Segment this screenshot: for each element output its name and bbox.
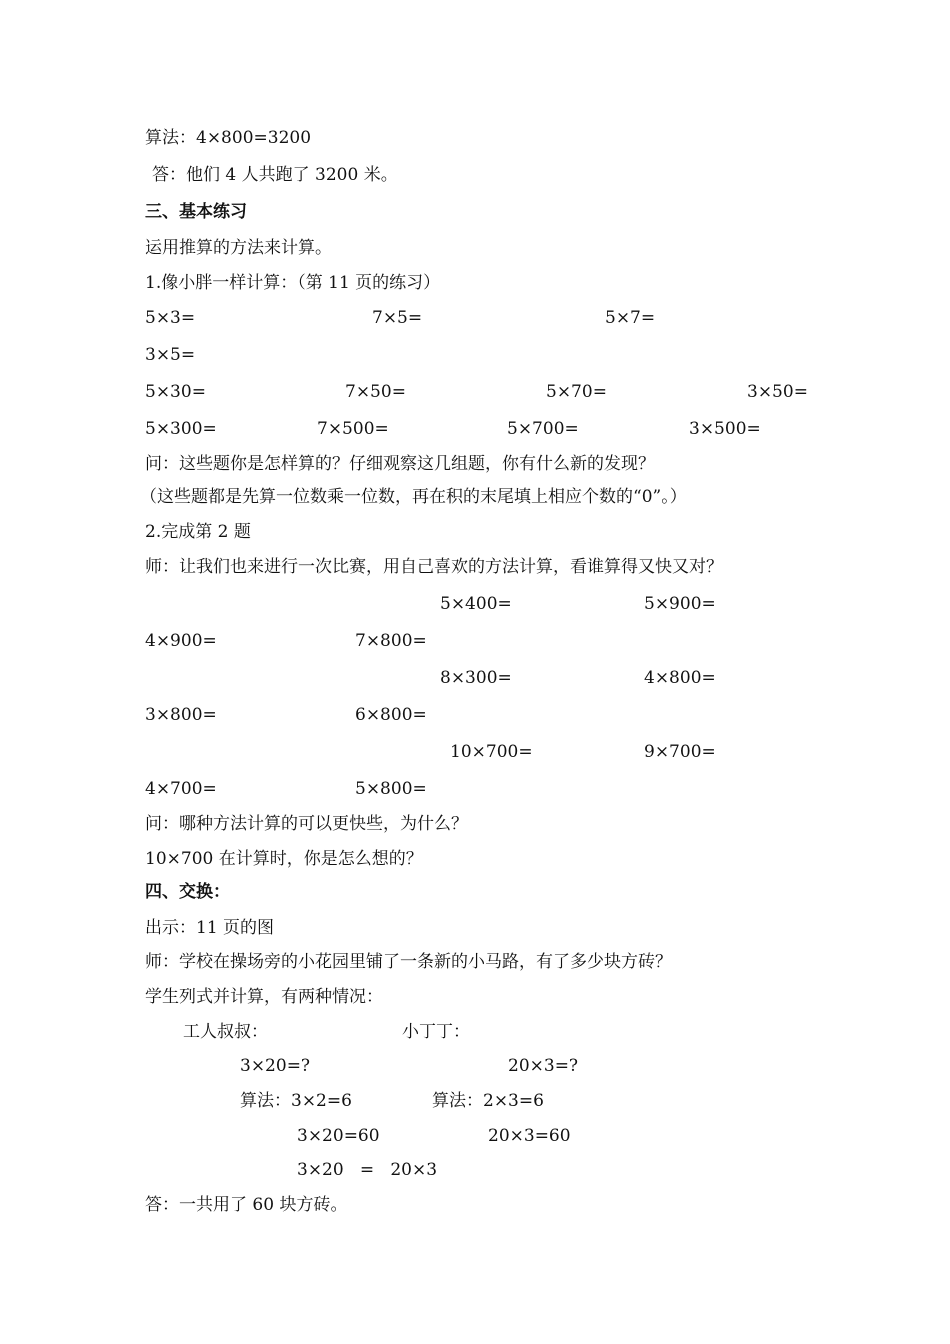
calc-item: 9×700= bbox=[644, 742, 716, 762]
worker-label: 工人叔叔： bbox=[183, 1022, 268, 1042]
calc-item: 7×800= bbox=[355, 631, 427, 651]
calc-item: 5×800= bbox=[355, 779, 427, 799]
question-line: 问：这些题你是怎样算的？仔细观察这几组题，你有什么新的发现？ bbox=[145, 454, 655, 474]
teacher-line: 师：让我们也来进行一次比赛，用自己喜欢的方法计算，看谁算得又快又对？ bbox=[145, 557, 723, 577]
worker-algorithm: 算法：3×2=6 bbox=[240, 1091, 352, 1111]
calc-item: 5×400= bbox=[440, 594, 512, 614]
exercise1-title: 1.像小胖一样计算：（第 11 页的练习） bbox=[145, 273, 441, 293]
worker-result: 3×20=60 bbox=[297, 1126, 380, 1146]
note-line: （这些题都是先算一位数乘一位数，再在积的末尾填上相应个数的“0”。） bbox=[140, 487, 687, 507]
calc-item: 5×70= bbox=[546, 382, 607, 402]
calc-item: 10×700= bbox=[450, 742, 533, 762]
teacher-line-2: 师：学校在操场旁的小花园里铺了一条新的小马路，有了多少块方砖？ bbox=[145, 952, 672, 972]
calc-item: 5×900= bbox=[644, 594, 716, 614]
calc-item: 5×30= bbox=[145, 382, 206, 402]
algo-line: 算法：4×800=3200 bbox=[145, 128, 312, 148]
students-line: 学生列式并计算，有两种情况： bbox=[145, 987, 383, 1007]
calc-item: 7×50= bbox=[345, 382, 406, 402]
final-answer: 答：一共用了 60 块方砖。 bbox=[145, 1195, 348, 1215]
calc-item: 5×7= bbox=[605, 308, 656, 328]
ding-algorithm: 算法：2×3=6 bbox=[432, 1091, 544, 1111]
calc-item: 4×700= bbox=[145, 779, 217, 799]
calc-item: 3×800= bbox=[145, 705, 217, 725]
calc-item: 4×800= bbox=[644, 668, 716, 688]
calc-item: 5×300= bbox=[145, 419, 217, 439]
calc-item: 5×3= bbox=[145, 308, 196, 328]
calc-item: 6×800= bbox=[355, 705, 427, 725]
equality-line: 3×20 = 20×3 bbox=[297, 1160, 438, 1180]
ding-equation: 20×3=? bbox=[508, 1056, 579, 1076]
ding-label: 小丁丁： bbox=[402, 1022, 470, 1042]
question-line-2: 问：哪种方法计算的可以更快些，为什么？ bbox=[145, 814, 468, 834]
section3-intro: 运用推算的方法来计算。 bbox=[145, 238, 332, 258]
calc-item: 3×50= bbox=[747, 382, 808, 402]
worker-equation: 3×20=? bbox=[240, 1056, 311, 1076]
calc-item: 7×500= bbox=[317, 419, 389, 439]
calc-item: 5×700= bbox=[507, 419, 579, 439]
answer-line: 答：他们 4 人共跑了 3200 米。 bbox=[152, 165, 398, 185]
show-line: 出示：11 页的图 bbox=[145, 918, 275, 938]
section-heading-3: 三、基本练习 bbox=[145, 202, 247, 222]
calc-item: 3×5= bbox=[145, 345, 196, 365]
exercise2-title: 2.完成第 2 题 bbox=[145, 522, 251, 542]
calc-item: 8×300= bbox=[440, 668, 512, 688]
calc-item: 7×5= bbox=[372, 308, 423, 328]
calc-item: 3×500= bbox=[689, 419, 761, 439]
question-line-3: 10×700 在计算时，你是怎么想的？ bbox=[145, 849, 423, 869]
calc-item: 4×900= bbox=[145, 631, 217, 651]
ding-result: 20×3=60 bbox=[488, 1126, 571, 1146]
section-heading-4: 四、交换： bbox=[145, 882, 230, 902]
